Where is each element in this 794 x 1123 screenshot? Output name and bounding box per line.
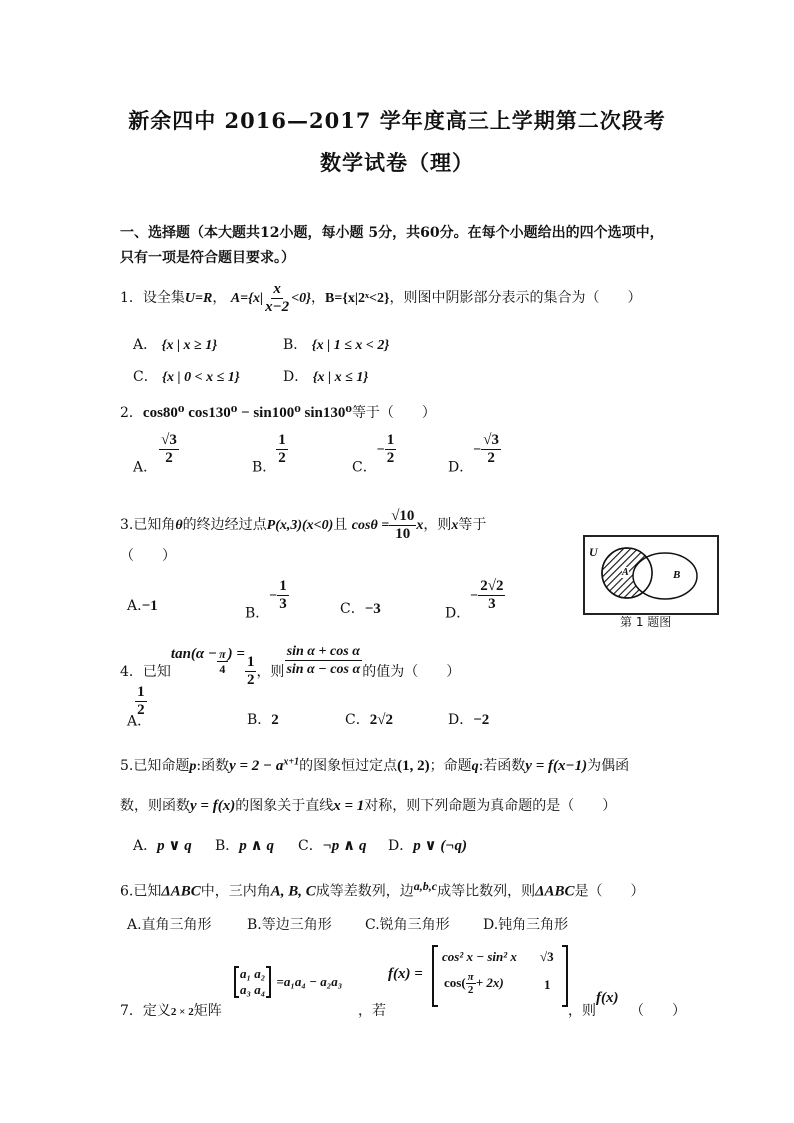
section-line-2: 只有一项是符合题目要求。）: [120, 250, 295, 266]
q1-set-a-fraction: [263, 281, 291, 316]
q7-prefix-group: [120, 1000, 222, 1020]
q7-fx-label: f(x) =: [388, 966, 423, 982]
q5-function-label: :函数: [196, 758, 230, 774]
q1-a-numerator: x: [273, 280, 281, 297]
q3-b-denominator: 3: [279, 596, 287, 612]
q7-prefix: 7．定义: [120, 1003, 171, 1019]
q4-a-numerator: 1: [137, 684, 145, 700]
q2-option-c[interactable]: C．− $\frac{1}{2}$: [352, 432, 395, 476]
q6-option-b[interactable]: B.等边三角形: [247, 917, 332, 933]
q3-cos: cosθ =: [351, 518, 390, 533]
q7-matrix-word: 矩阵: [193, 1003, 222, 1019]
q5-c-math: ¬p ∧ q: [322, 838, 367, 854]
q4-pi: π: [219, 647, 226, 661]
q5-exponent: x+1: [283, 756, 300, 768]
q3-option-c[interactable]: C．−3: [340, 601, 381, 617]
q1-option-c-math: {x | 0 < x ≤ 1}: [162, 370, 240, 385]
q7-matrix-row1: a₁ a₂: [240, 966, 266, 981]
q7-r2c2: 1: [544, 977, 551, 992]
question-2: [120, 402, 436, 422]
q3-x: x: [451, 518, 459, 533]
q3-point: P(x,3)(x<0): [266, 518, 334, 533]
q1-universe: U=R: [184, 291, 213, 306]
q5-if-function: :若函数: [478, 758, 526, 774]
question-4: [120, 632, 460, 694]
q5-q: q: [471, 759, 479, 774]
q1-comma: ，: [212, 290, 227, 306]
q1-a-denominator: x−2: [265, 298, 290, 315]
q2-c-denominator: 2: [386, 450, 395, 466]
q5-function-3: y = f(x): [190, 798, 236, 814]
q5-line2-suffix: 对称，则下列命题为真命题的是（ ）: [364, 798, 617, 814]
question-5-line-1: [120, 755, 629, 775]
q4-prefix: 4．已知: [120, 664, 171, 680]
q6-triangle: ΔABC: [161, 883, 201, 900]
q1-option-d[interactable]: D． {x | x ≤ 1}: [283, 369, 369, 385]
figure-caption: 第 1 题图: [620, 615, 672, 629]
question-3: [120, 505, 486, 546]
q4-suffix: 的值为（ ）: [362, 664, 461, 680]
question-5-line-2: [120, 795, 616, 815]
q7-fx: f(x): [596, 990, 619, 1006]
q7-matrix-definition: [234, 966, 342, 998]
q4-option-d[interactable]: D．−2: [448, 712, 490, 728]
q3-c-value: −3: [364, 601, 381, 617]
q4-option-c[interactable]: C．2√2: [345, 712, 393, 728]
q6-triangle-2: ΔABC: [535, 883, 575, 900]
q4-d-value: −2: [473, 712, 490, 728]
q5-fixed-point-text: 的图象恒过定点: [299, 758, 398, 774]
q3-prefix: 3.已知角: [120, 517, 176, 533]
q1-option-a-math: {x | x ≥ 1}: [161, 338, 218, 353]
q7-then: ，则: [568, 1003, 596, 1019]
q2-b-numerator: 1: [278, 432, 286, 448]
q5-function-2: y = f(x−1): [525, 758, 588, 774]
q3-cos-x: x: [416, 518, 424, 533]
q6-option-c[interactable]: C.锐角三角形: [365, 917, 450, 933]
q3-cos-numerator: √10: [391, 507, 415, 524]
q3-theta: θ: [175, 518, 183, 533]
q5-option-c[interactable]: C．¬p ∧ q: [298, 838, 367, 854]
q7-matrix-row2: a₃ a₄: [240, 982, 266, 997]
q1-option-b-math: {x | 1 ≤ x < 2}: [311, 338, 390, 353]
q6-suffix: 是（ ）: [574, 883, 645, 900]
q3-d-numerator: 2√2: [480, 578, 504, 594]
q4-option-a[interactable]: A． $\frac{1}{2}$: [127, 684, 152, 730]
q6-sides: a,b,c: [413, 879, 438, 893]
q7-r2c1: [444, 971, 504, 996]
q1-suffix: ，则图中阴影部分表示的集合为（ ）: [389, 290, 642, 306]
q3-d-denominator: 3: [488, 596, 496, 612]
q6-geo-text: 成等比数列，则: [437, 883, 536, 900]
q7-size: 2 × 2: [170, 1006, 194, 1018]
q7-matrix: [234, 966, 271, 998]
q6-option-d[interactable]: D.钝角三角形: [483, 917, 569, 933]
q3-and: 且: [333, 517, 348, 533]
q4-frac-numerator: sin α + cos α: [286, 643, 360, 659]
q4-tan: tan(α −: [170, 646, 218, 662]
q4-frac-denominator: sin α − cos α: [286, 661, 361, 677]
q1-option-b[interactable]: B． {x | 1 ≤ x < 2}: [283, 337, 390, 353]
q2-c-numerator: 1: [386, 432, 395, 448]
q2-b-denominator: 2: [278, 450, 286, 466]
section-line-1: 一、选择题（本大题共12小题，每小题 5分，共60分。在每个小题给出的四个选项中，: [120, 225, 664, 241]
q1-set-a-suffix: <0}: [291, 291, 312, 306]
question-6: [120, 879, 645, 901]
q6-arith-text: 成等差数列，边: [315, 883, 414, 900]
venn-label-u: U: [589, 545, 598, 559]
q7-r2-cos: cos(: [444, 975, 466, 990]
q4-a-denominator: 2: [137, 702, 145, 718]
q1-set-a-prefix: A={x|: [230, 291, 264, 306]
q5-option-d[interactable]: D．p ∨ (¬q): [388, 838, 467, 854]
q3-mid: 的终边经过点: [182, 517, 267, 533]
q5-option-b[interactable]: B．p ∧ q: [215, 838, 274, 854]
q7-if: ，若: [358, 1003, 386, 1019]
q5-function: y = 2 − a: [229, 758, 284, 774]
q7-r2-rest: + 2x): [475, 975, 504, 990]
q2-d-denominator: 2: [487, 450, 495, 466]
q2-suffix: 等于（ ）: [351, 405, 436, 421]
q7-paren: （ ）: [630, 1003, 686, 1019]
q7-r2-pi: π: [467, 971, 474, 983]
q6-angles: A, B, C: [270, 883, 316, 900]
q2-prefix: 2．: [120, 405, 143, 421]
q3-b-numerator: 1: [279, 578, 287, 594]
page-subtitle: 数学试卷（理）: [320, 150, 474, 175]
q7-fx-matrix: [432, 945, 568, 1005]
q1-set-b: B={x|2ˣ<2}: [325, 291, 390, 306]
q2-d-numerator: √3: [483, 432, 499, 448]
q4-b-value: 2: [271, 712, 279, 728]
q2-option-d[interactable]: D．− $\frac{√3}{2}$: [448, 432, 499, 476]
q5-option-a[interactable]: A．p ∨ q: [133, 838, 192, 854]
venn-diagram: [585, 537, 717, 613]
q3-equals: 等于: [458, 517, 487, 533]
venn-figure: [583, 535, 719, 615]
q7-r1c1: cos² x − sin² x: [442, 949, 517, 964]
q4-half-den: 2: [246, 672, 255, 688]
q5-p: p: [189, 759, 197, 774]
q4-c-value: 2√2: [369, 712, 393, 728]
q2-a-numerator: √3: [161, 432, 177, 448]
venn-label-b: B: [673, 569, 681, 581]
q4-eq: ) =: [227, 646, 245, 662]
q5-a-math: p ∨ q: [157, 838, 192, 854]
q2-expression: cos80⁰ cos130⁰ − sin100⁰ sin130⁰: [142, 405, 352, 421]
q3-a-value: −1: [141, 598, 158, 614]
q5-d-math: p ∨ (¬q): [413, 838, 467, 854]
q5-line2-prefix: 数，则函数: [120, 798, 190, 814]
page-title: 新余四中 2016—2017 学年度高三上学期第二次段考: [128, 108, 666, 133]
q5-proposition-q-label: ；命题: [429, 758, 472, 774]
q2-a-denominator: 2: [165, 450, 173, 466]
q6-option-a[interactable]: A.直角三角形: [127, 917, 212, 933]
q3-cos-denominator: 10: [395, 525, 411, 542]
q6-prefix: 6.已知: [120, 883, 162, 900]
q7-r1c2: √3: [540, 949, 554, 964]
q4-half-num: 1: [246, 654, 255, 670]
venn-label-a: A: [622, 567, 629, 578]
q5-line2-mid: 的图象关于直线: [235, 798, 334, 814]
q5-prefix: 5.已知命题: [120, 758, 190, 774]
q3-then: ，则: [423, 517, 452, 533]
q3-option-a[interactable]: A.−1: [127, 598, 158, 614]
q5-even-function: 为偶函: [587, 758, 630, 774]
q3-paren: （ ）: [120, 548, 176, 564]
q4-option-b[interactable]: B．2: [247, 712, 279, 728]
q4-then: ，则: [256, 664, 285, 680]
question-1: 1．设全集U=R， A={x| $\frac{x}{x-2}$ <0}，B={x|2ˣ<2}，则图中阴影部分表示的集合为（ ）: [120, 280, 642, 315]
q5-line: x = 1: [333, 798, 365, 814]
q2-option-b[interactable]: B． $\frac{1}{2}$: [252, 432, 286, 476]
q5-fixed-point: (1, 2): [397, 758, 430, 774]
q7-determinant: =a₁a₄ − a₂a₃: [276, 974, 343, 989]
q1-option-d-math: {x | x ≤ 1}: [312, 370, 369, 385]
q3-option-d[interactable]: D．− $\frac{2√2}{3}$: [445, 578, 504, 622]
q1-option-c[interactable]: C． {x | 0 < x ≤ 1}: [133, 369, 240, 385]
q6-angles-text: 中，三内角: [200, 883, 271, 900]
q4-four: 4: [219, 662, 226, 676]
q1-option-a[interactable]: A． {x | x ≥ 1}: [133, 337, 218, 353]
q1-prefix: 1．设全集: [120, 290, 185, 306]
q2-option-a[interactable]: A． $\frac{√3}{2}$: [133, 432, 177, 476]
q7-r2-two: 2: [467, 984, 474, 996]
q5-b-math: p ∧ q: [239, 838, 274, 854]
q3-option-b[interactable]: B．− $\frac{1}{3}$: [245, 578, 287, 622]
